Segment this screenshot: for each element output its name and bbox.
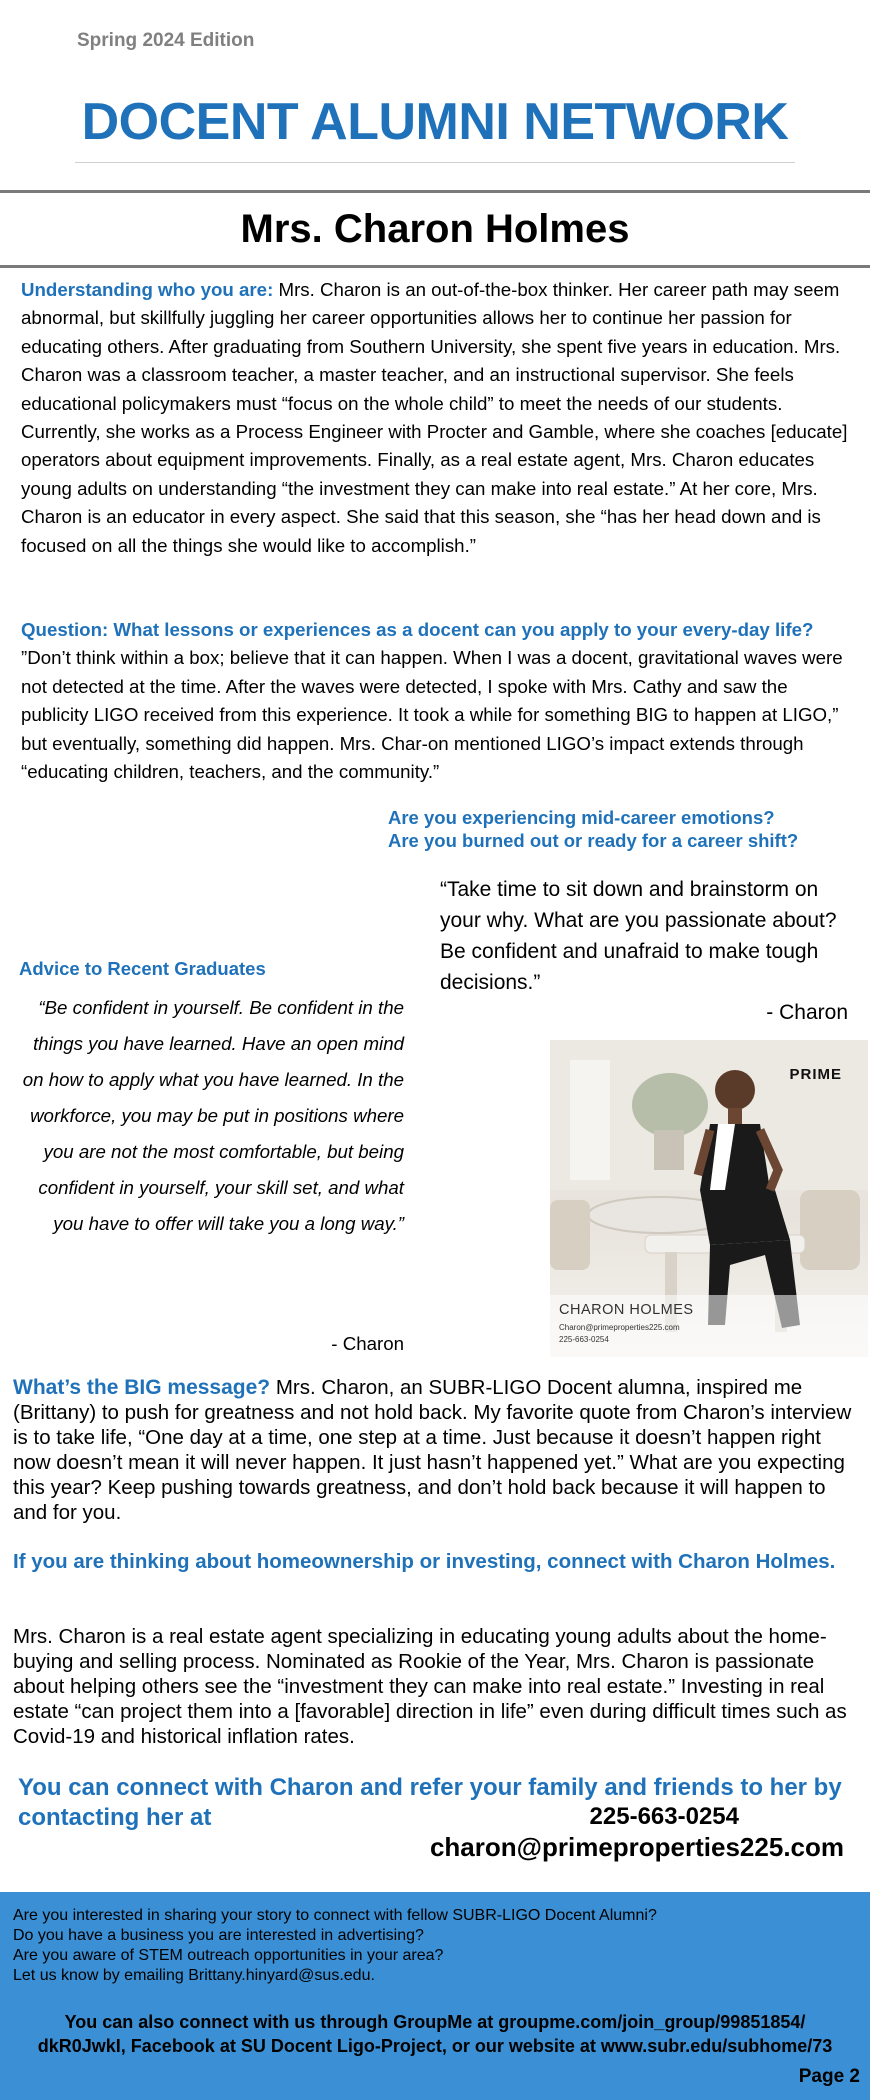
midcareer-line-1: Are you experiencing mid-career emotions? [388, 807, 775, 828]
question-label: Question: What lessons or experiences as a docent can you apply to your every-day life? [21, 619, 814, 640]
contact-phone[interactable]: 225-663-0254 [589, 1803, 739, 1830]
midcareer-heading [388, 806, 798, 852]
midcareer-quote: “Take time to sit down and brainstorm on your why. What are you passionate about? Be confident and unafraid to make tough decisions.” [440, 878, 837, 994]
profile-name-band [0, 190, 870, 268]
homeownership-body: Mrs. Charon is a real estate agent specializing in educating young adults about the home-buying and selling process. Nominated as Rookie of the Year, Mrs. Charon is passionate about helping others see the “investment they can make into real estate.” Investing in real estate “can project them into a [favorable] direction in life” even during difficult times such as Covid-19 and historical inflation rates. [13, 1625, 847, 1748]
groupme-line-2[interactable]: dkR0JwkI, Facebook at SU Docent Ligo-Project, or our website at www.subr.edu/subhome/73 [37, 2036, 833, 2056]
footer-line: Are you aware of STEM outreach opportunities in your area? [13, 1947, 444, 1964]
connect-text: You can connect with Charon and refer your family and friends to her by contacting her at [18, 1774, 842, 1831]
profile-name: Mrs. Charon Holmes [240, 207, 630, 251]
understanding-paragraph [21, 276, 851, 560]
groupme-line-1[interactable]: You can also connect with us through GroupMe at groupme.com/join_group/99851854/ [64, 2012, 806, 2032]
understanding-body: Mrs. Charon is an out-of-the-box thinker. Her career path may seem abnormal, but skillfully juggling her career opportunities allows her to continue her passion for educating others. After graduating from Southern University, she spent five years in education. Mrs. Charon was a classroom teacher, a master teacher, and an instructional supervisor. She feels educational policymakers must “focus on the whole child” to meet the needs of our students. Currently, she works as a Process Engineer with Procter and Gamble, where she coaches [educate] operators about equipment improvements. Finally, as a real estate agent, Mrs. Charon educates young adults on understanding “the investment they can make into real estate.” At her core, Mrs. Charon is an educator in every aspect. She said that this season, she “has her head down and is focused on all the things she would like to accomplish.” [21, 279, 848, 556]
footer-line: Let us know by emailing Brittany.hinyard@sus.edu. [13, 1967, 375, 1984]
contact-email[interactable]: charon@primeproperties225.com [429, 1832, 844, 1862]
divider [75, 162, 795, 163]
question-paragraph [21, 616, 851, 786]
photo-caption-email: Charon@primeproperties225.com [559, 1323, 680, 1332]
edition-label: Spring 2024 Edition [77, 30, 255, 51]
photo-caption-phone: 225-663-0254 [559, 1335, 609, 1344]
masthead-title: DOCENT ALUMNI NETWORK [81, 93, 789, 151]
midcareer-line-2: Are you burned out or ready for a career shift? [388, 830, 799, 851]
advice-quote: “Be confident in yourself. Be confident in the things you have learned. Have an open mind on how to apply what you have learned. In the workforce, you may be put in positions where you are not the most comfortable, but being confident in yourself, your skill set, and what you have to offer will take you a long way.” [22, 997, 404, 1234]
advice-title: Advice to Recent Graduates [19, 958, 266, 979]
understanding-label: Understanding who you are: [21, 279, 274, 300]
question-body: ”Don’t think within a box; believe that it can happen. When I was a docent, gravitational waves were not detected at the time. After the waves were detected, I spoke with Mrs. Cathy and saw the publicity LIGO received from this experience. It took a while for something BIG to happen at LIGO,” but eventually, something did happen. Mrs. Char-on mentioned LIGO’s impact extends through “educating children, teachers, and the community.” [21, 647, 843, 783]
big-message-paragraph [13, 1375, 858, 1525]
big-message-body: Mrs. Charon, an SUBR-LIGO Docent alumna, inspired me (Brittany) to push for greatness and not hold back. My favorite quote from Charon’s interview is to take life, “One day at a time, one step at a time. Just because it doesn’t happen right now doesn’t mean it will never happen. It just hasn’t happened yet.” What are you expecting this year? Keep pushing towards greatness, and don’t hold back because it will happen to and for you. [13, 1376, 852, 1524]
charon-portrait-photo [550, 1040, 868, 1357]
footer-groupme [0, 2010, 870, 2058]
big-message-label: What’s the BIG message? [13, 1376, 271, 1399]
page-number: Page 2 [798, 2066, 860, 2087]
homeownership-title: If you are thinking about homeownership or investing, connect with Charon Holmes. [13, 1550, 836, 1573]
footer-line: Are you interested in sharing your story to connect with fellow SUBR-LIGO Docent Alumni? [13, 1907, 657, 1924]
photo-caption-name: CHARON HOLMES [559, 1302, 694, 1318]
advice-signature: - Charon [331, 1333, 404, 1354]
footer-lines [13, 1906, 657, 1986]
midcareer-signature: - Charon [766, 1001, 848, 1024]
footer-line: Do you have a business you are interested in advertising? [13, 1927, 424, 1944]
prime-logo: PRIME [789, 1066, 842, 1083]
